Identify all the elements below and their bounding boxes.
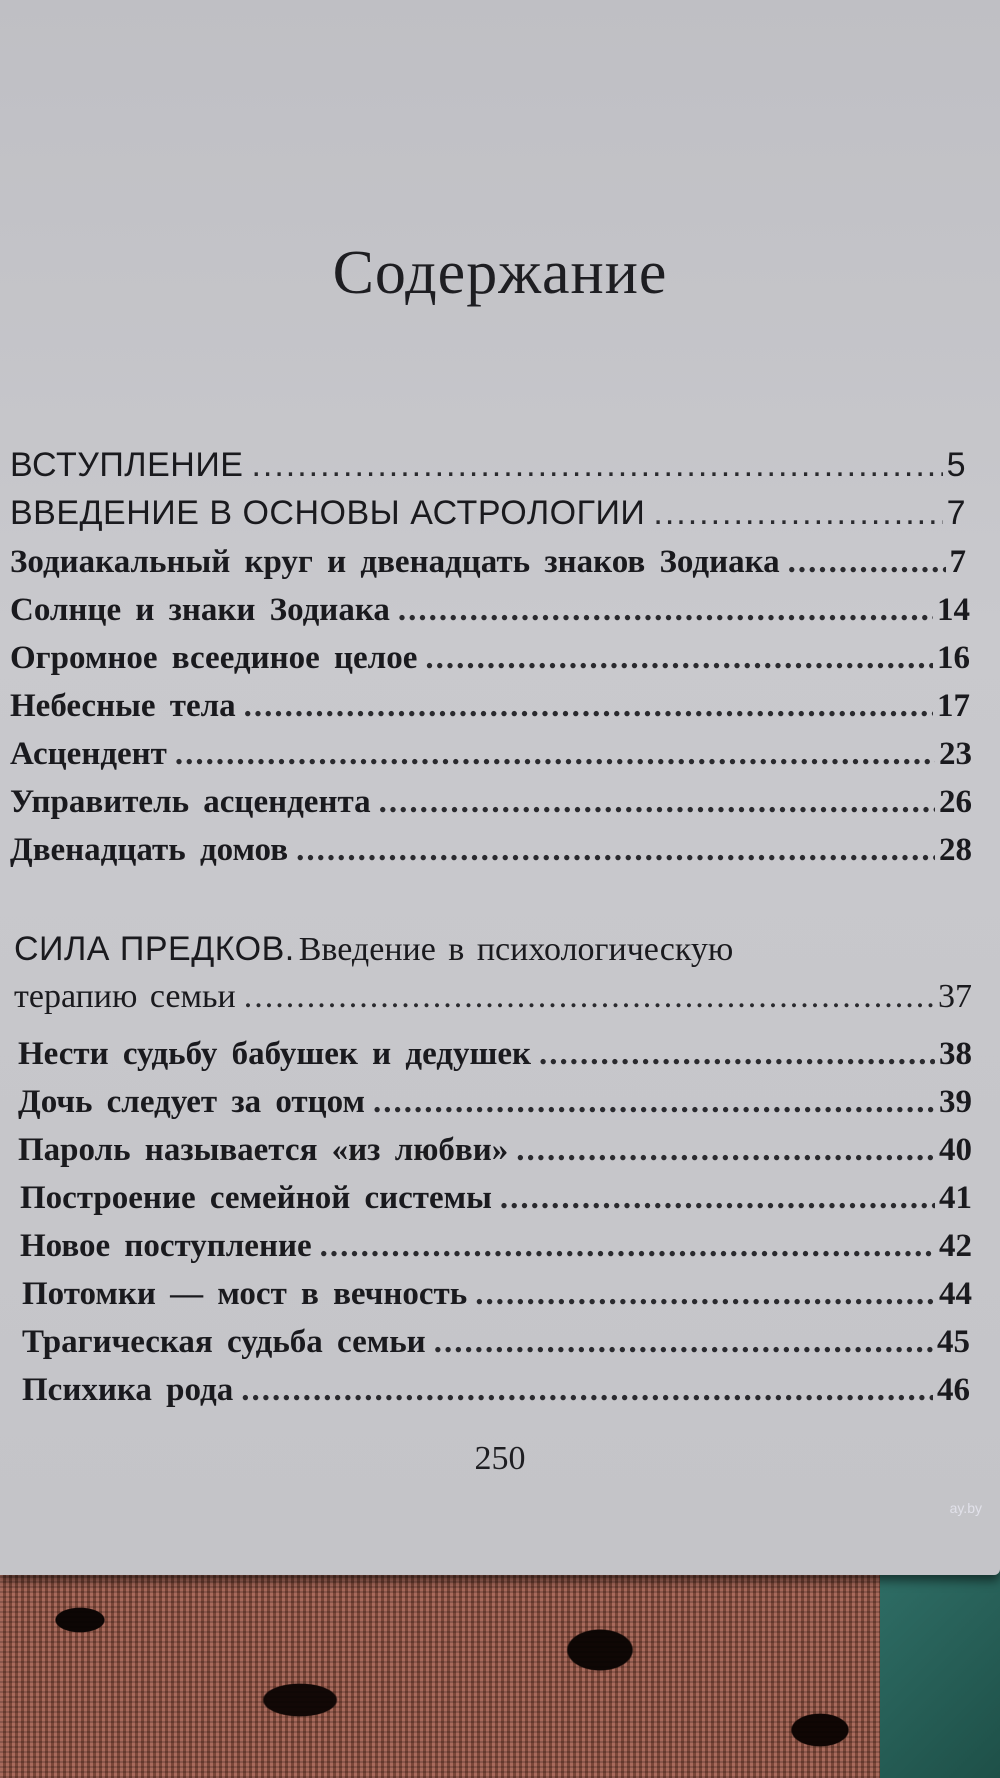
toc-entry-label: Новое поступление (20, 1228, 312, 1264)
teal-cloth-corner (880, 1560, 1000, 1778)
toc-entry-label: Трагическая судьба семьи (22, 1324, 426, 1360)
toc-entry (10, 688, 970, 725)
toc-entry (22, 1276, 972, 1313)
toc-entry-page: 23 (939, 736, 972, 772)
toc-entry-label: Потомки — мост в вечность (22, 1276, 468, 1312)
toc-entry-page: 7 (946, 494, 966, 532)
toc-entry (20, 1228, 972, 1265)
page-title: Содержание (332, 239, 668, 307)
toc-entry-page: 28 (939, 832, 972, 868)
toc-entry-label: ВВЕДЕНИЕ В ОСНОВЫ АСТРОЛОГИИ (10, 494, 646, 532)
toc-entry-label: Асцендент (10, 736, 167, 772)
dot-leader (788, 544, 946, 581)
dot-leader (425, 640, 933, 677)
toc-section-heading-line1 (14, 930, 733, 969)
toc-entry-label: Психика рода (22, 1372, 234, 1408)
toc-entry-label: Дочь следует за отцом (18, 1084, 365, 1120)
dot-leader (500, 1180, 935, 1217)
dot-leader (475, 1276, 935, 1313)
toc-entry (22, 1324, 970, 1361)
toc-entry-label: ВСТУПЛЕНИЕ (10, 446, 244, 484)
dot-leader (539, 1036, 935, 1073)
toc-entry-page: 17 (937, 688, 970, 724)
dot-leader (434, 1324, 933, 1361)
toc-entry-page: 38 (939, 1036, 972, 1072)
toc-entry-page: 26 (939, 784, 972, 820)
dot-leader (244, 978, 934, 1016)
toc-entry-label: терапию семьи (14, 978, 236, 1015)
dot-leader (653, 494, 942, 533)
toc-entry-label: Управитель асцендента (10, 784, 371, 820)
toc-entry-label: Огромное всеединое целое (10, 640, 418, 676)
toc-entry-label: Двенадцать домов (10, 832, 289, 868)
toc-entry-page: 44 (939, 1276, 972, 1312)
toc-entry-page: 14 (937, 592, 970, 628)
dot-leader (379, 784, 935, 821)
toc-entry-page: 37 (938, 978, 972, 1015)
toc-entry-page: 41 (939, 1180, 972, 1216)
toc-entry-page: 42 (939, 1228, 972, 1264)
dot-leader (296, 832, 935, 869)
toc-entry (10, 736, 972, 773)
toc-entry-label: Солнце и знаки Зодиака (10, 592, 390, 628)
toc-entry-label: Пароль называется «из любви» (18, 1132, 509, 1168)
toc-entry-ancestors (14, 978, 972, 1016)
toc-entry-astrology-basics (10, 494, 966, 533)
toc-entry (20, 1180, 972, 1217)
toc-entry-page: 16 (937, 640, 970, 676)
toc-entry (18, 1132, 972, 1169)
toc-entry (10, 544, 966, 581)
toc-entry-page: 39 (939, 1084, 972, 1120)
toc-entry-introduction (10, 446, 966, 485)
dot-leader (251, 446, 942, 485)
toc-entry (18, 1084, 972, 1121)
toc-entry (22, 1372, 970, 1409)
dot-leader (175, 736, 935, 773)
dot-leader (244, 688, 933, 725)
toc-entry-label: Построение семейной системы (20, 1180, 492, 1216)
toc-entry (10, 640, 970, 677)
toc-section-caps: СИЛА ПРЕДКОВ. (14, 930, 295, 968)
toc-entry (18, 1036, 972, 1073)
toc-section-subtitle: Введение в психологическую (298, 931, 734, 968)
dot-leader (373, 1084, 935, 1121)
watermark: ay.by (949, 1500, 982, 1516)
toc-entry-page: 40 (939, 1132, 972, 1168)
toc-entry-label: Зодиакальный круг и двенадцать знаков Зодиака (10, 544, 780, 580)
fabric-texture (0, 1560, 1000, 1778)
toc-entry-page: 45 (937, 1324, 970, 1360)
toc-entry (10, 832, 972, 869)
dot-leader (320, 1228, 935, 1265)
dot-leader (241, 1372, 933, 1409)
toc-entry-page: 46 (937, 1372, 970, 1408)
dot-leader (398, 592, 933, 629)
toc-entry-page: 7 (949, 544, 966, 580)
toc-entry-label: Небесные тела (10, 688, 236, 724)
toc-entry-label: Нести судьбу бабушек и дедушек (18, 1036, 532, 1072)
toc-entry (10, 592, 970, 629)
toc-entry (10, 784, 972, 821)
dot-leader (516, 1132, 935, 1169)
page-number: 250 (474, 1440, 526, 1477)
toc-entry-page: 5 (946, 446, 966, 484)
